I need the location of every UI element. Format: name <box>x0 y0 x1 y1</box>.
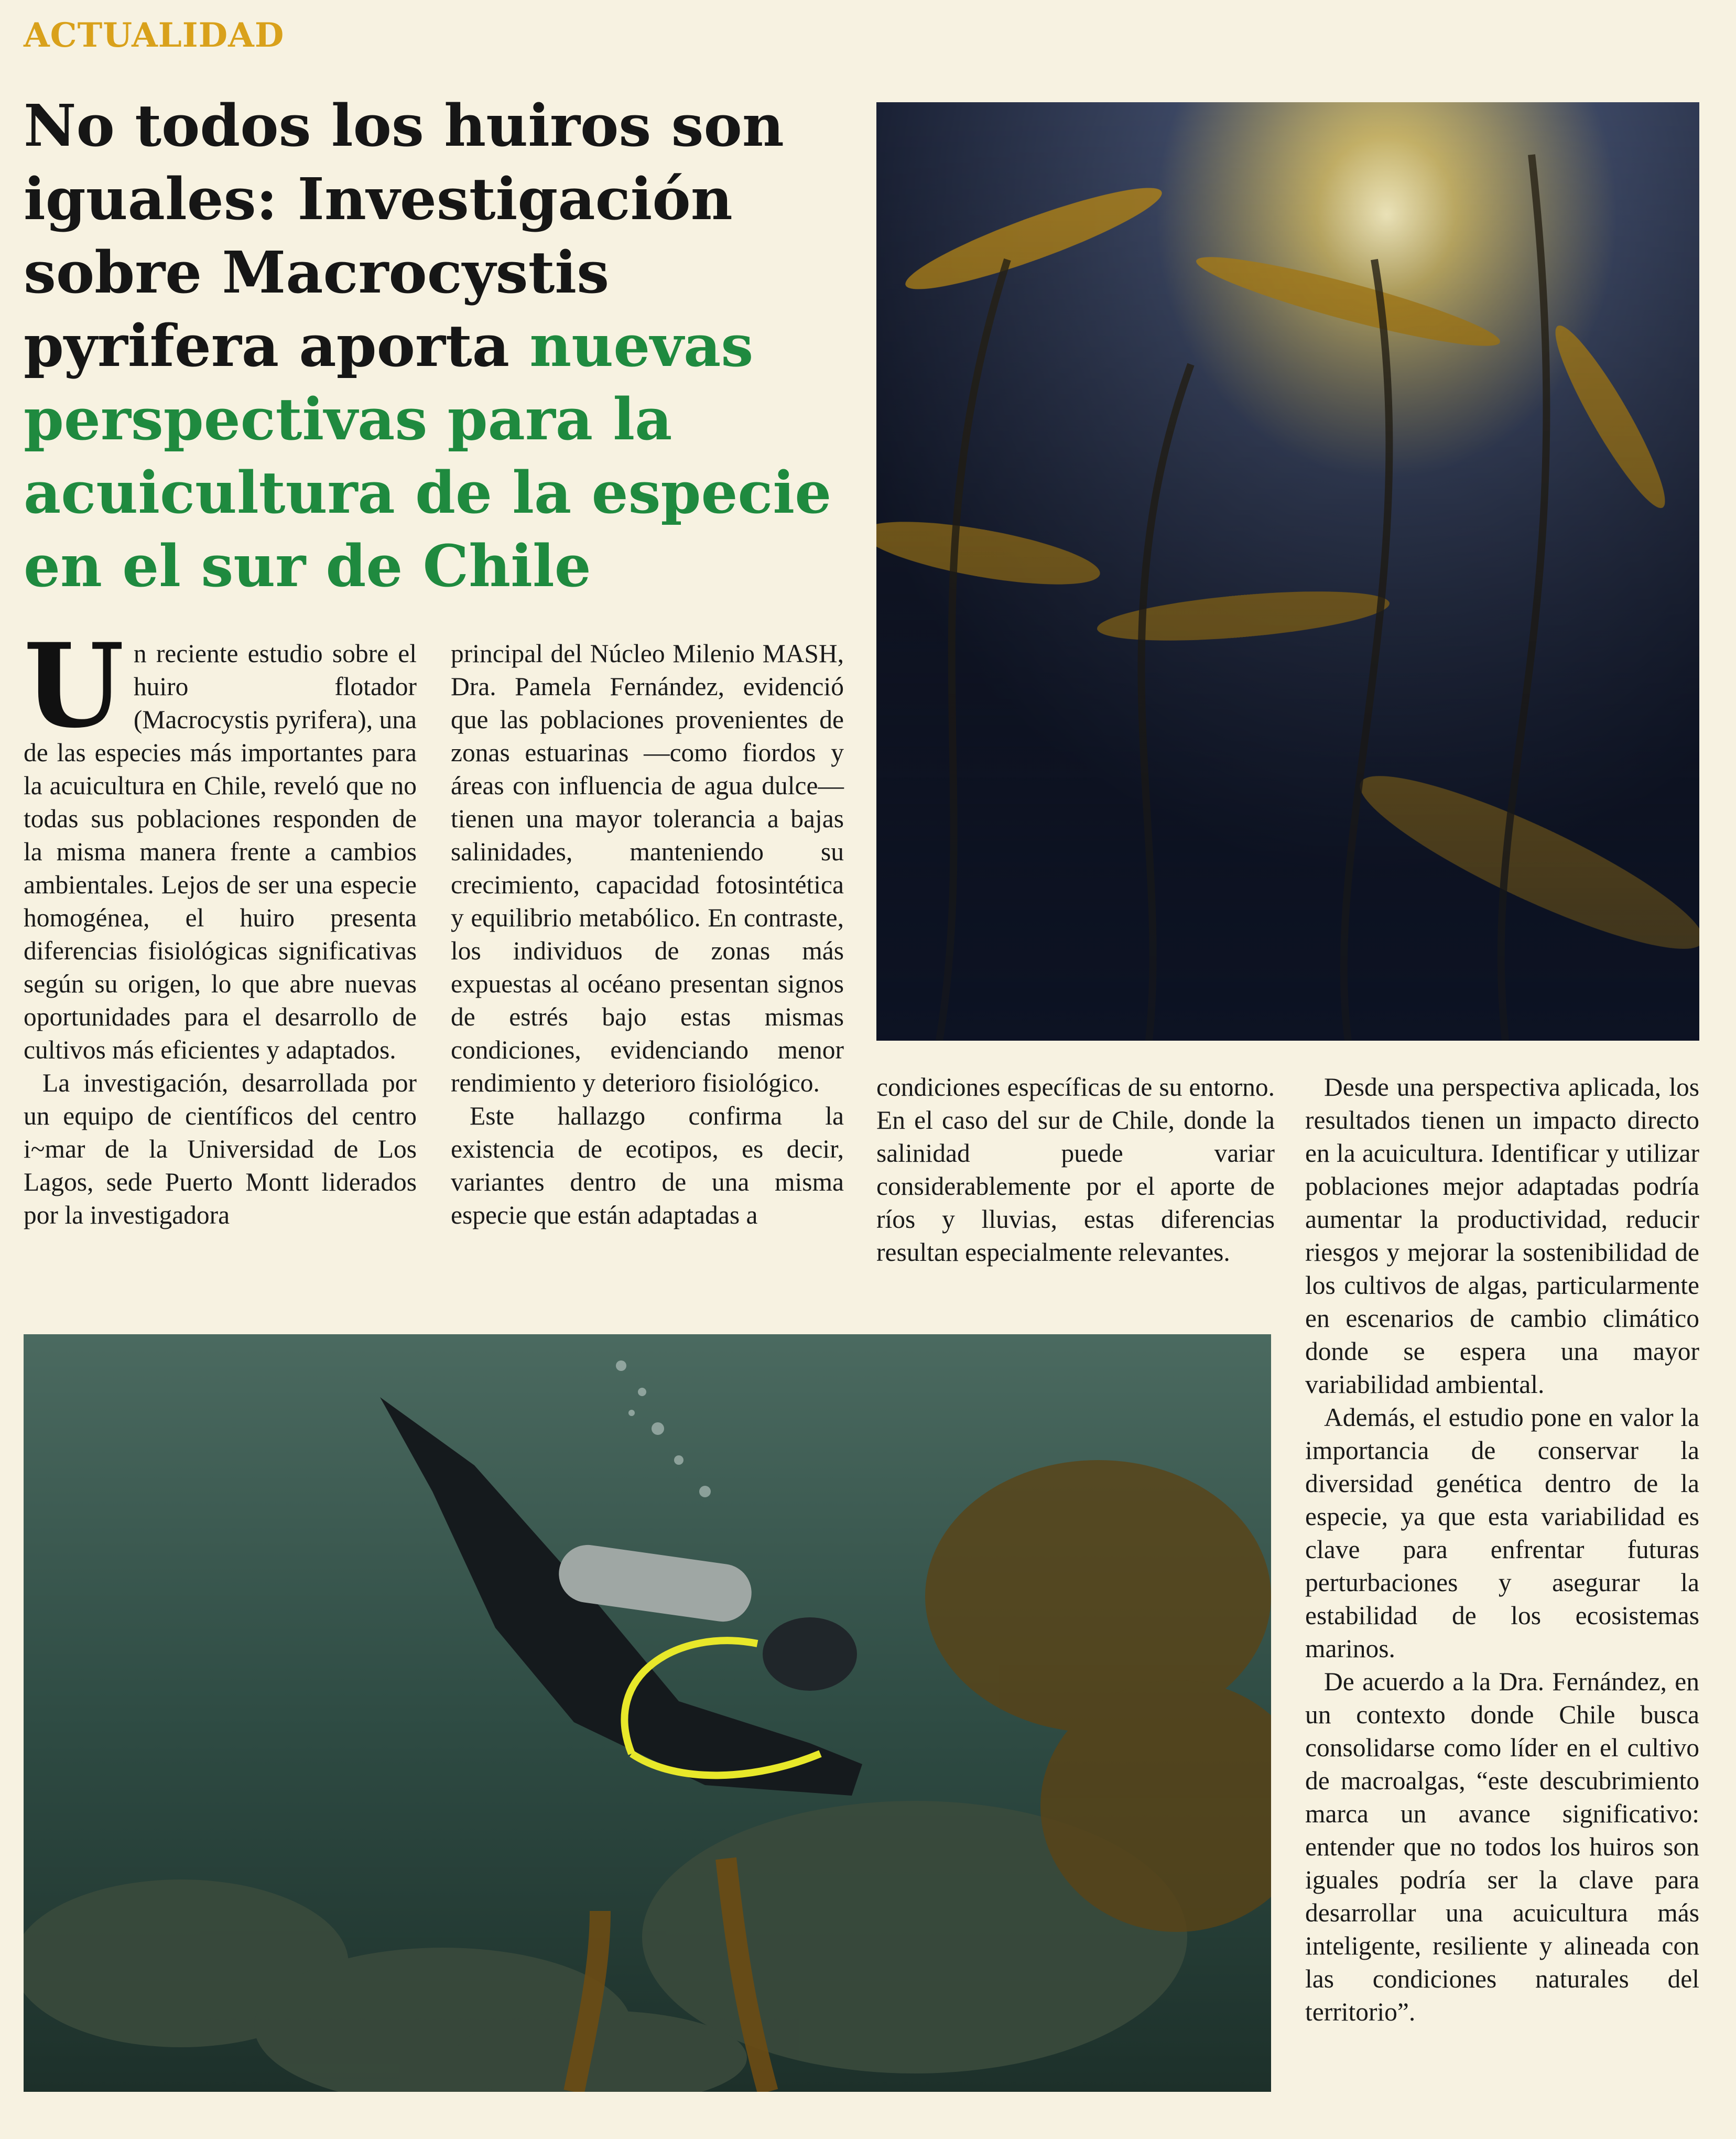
paragraph: principal del Núcleo Milenio MASH, Dra. Pamela Fernández, evidenció que las poblaciones provenientes de zonas estuarinas —como fiordos y áreas con influencia de agua dulce— tienen una mayor tolerancia a bajas salinidades, manteniendo su crecimiento, capacidad fotosintética y equilibrio metabólico. En contraste, los individuos de zonas más expuestas al océano presentan signos de estrés bajo estas mismas condiciones, evidenciando menor rendimiento y deterioro fisiológico. <box>451 639 844 1097</box>
article-column-4 <box>1305 1071 1699 2028</box>
headline <box>24 89 841 603</box>
paragraph: Un reciente estudio sobre el huiro flotador (Macrocystis pyrifera), una de las especies más importantes para la acuicultura en Chile, reveló que no todas sus poblaciones responden de la misma manera frente a cambios ambientales. Lejos de ser una especie homogénea, el huiro presenta diferencias fisiológicas significativas según su origen, lo que abre nuevas oportunidades para el desarrollo de cultivos más eficientes y adaptados. <box>24 618 417 1064</box>
paragraph: La investigación, desarrollada por un equipo de científicos del centro i~mar de la Universidad de Los Lagos, sede Puerto Montt liderados por la investigadora <box>24 1068 417 1229</box>
drop-cap: U <box>24 618 124 753</box>
paragraph: Este hallazgo confirma la existencia de ecotipos, es decir, variantes dentro de una misma especie que están adaptadas a <box>451 1101 844 1229</box>
kelp-forest-photo <box>876 102 1699 1041</box>
headline-dark: No todos los huiros son iguales: Investigación sobre Macrocystis pyrifera aporta <box>24 92 784 380</box>
article-column-1 <box>24 618 417 1231</box>
headline-green: nuevas perspectivas para la acuicultura de la especie en el sur de Chile <box>24 312 832 600</box>
diver-photo <box>24 1334 1271 2092</box>
article-column-3 <box>876 1071 1275 1269</box>
paragraph: condiciones específicas de su entorno. En el caso del sur de Chile, donde la salinidad puede variar considerablemente por el aporte de ríos y lluvias, estas diferencias resultan especialmente relevantes. <box>876 1073 1275 1267</box>
section-label: ACTUALIDAD <box>24 16 285 55</box>
paragraph: Además, el estudio pone en valor la importancia de conservar la diversidad genética dentro de la especie, ya que esta variabilidad es clave para enfrentar futuras perturbaciones y asegurar la estabilidad de los ecosistemas marinos. <box>1305 1403 1699 1663</box>
paragraph: Desde una perspectiva aplicada, los resultados tienen un impacto directo en la acuicultura. Identificar y utilizar poblaciones mejor adaptadas podría aumentar la productividad, reducir riesgos y mejorar la sostenibilidad de los cultivos de algas, particularmente en escenarios de cambio climático donde se espera una mayor variabilidad ambiental. <box>1305 1073 1699 1399</box>
article-column-2 <box>451 637 844 1231</box>
paragraph: De acuerdo a la Dra. Fernández, en un contexto donde Chile busca consolidarse como líder en el cultivo de macroalgas, “este descubrimiento marca un avance significativo: entender que no todos los huiros son iguales podría ser la clave para desarrollar una acuicultura más inteligente, resiliente y alineada con las condiciones naturales del territorio”. <box>1305 1667 1699 2026</box>
